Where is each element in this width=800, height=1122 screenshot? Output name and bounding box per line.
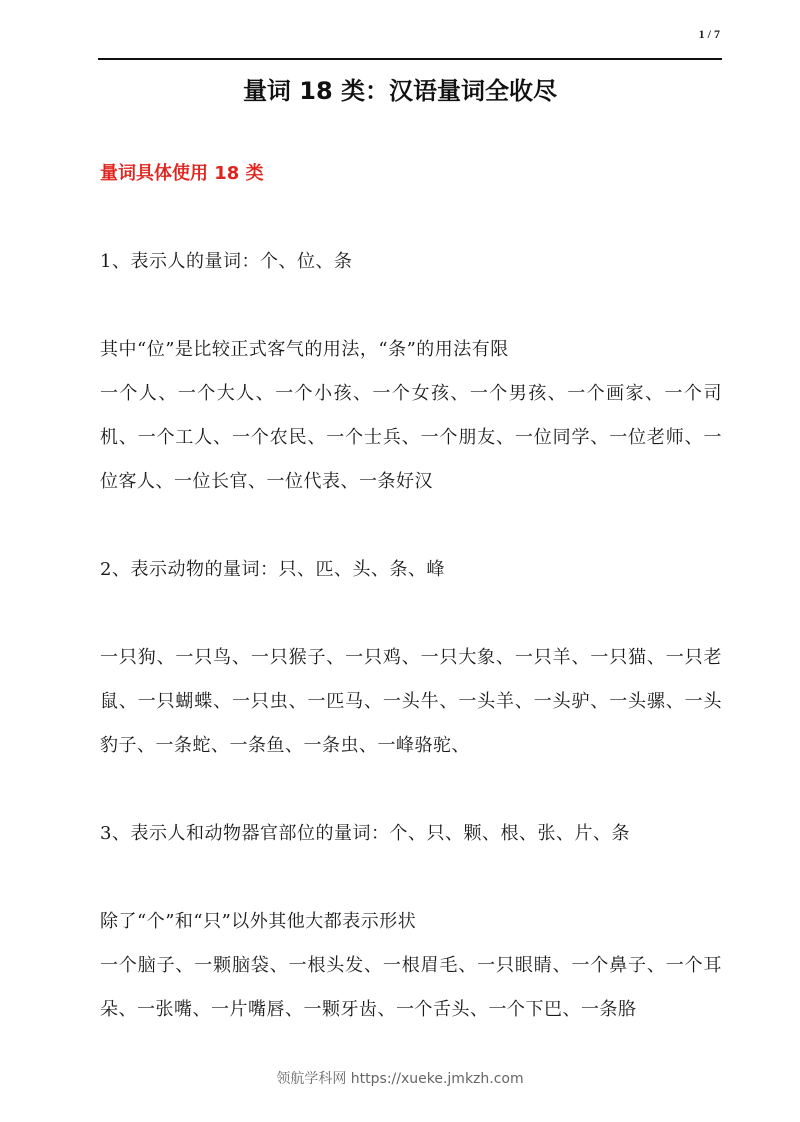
footer-watermark: 领航学科网 https://xueke.jmkzh.com	[276, 1071, 524, 1087]
category-heading-3: 3、表示人和动物器官部位的量词：个、只、颗、根、张、片、条	[100, 823, 630, 844]
spacer	[100, 768, 722, 812]
category-heading-2: 2、表示动物的量词：只、匹、头、条、峰	[100, 559, 445, 580]
category-examples-1: 一个人、一个大人、一个小孩、一个女孩、一个男孩、一个画家、一个司机、一个工人、一个农民、一个士兵、一个朋友、一位同学、一位老师、一位客人、一位长官、一位代表、一条好汉	[100, 383, 722, 492]
page-number: 1 / 7	[698, 27, 720, 41]
category-heading-1: 1、表示人的量词：个、位、条	[100, 251, 353, 272]
spacer	[100, 504, 722, 548]
spacer	[100, 856, 722, 900]
spacer	[100, 592, 722, 636]
spacer	[100, 284, 722, 328]
document-title: 量词 18 类：汉语量词全收尽	[242, 77, 558, 105]
category-note-3: 除了“个”和“只”以外其他大都表示形状	[100, 911, 417, 932]
category-examples-3: 一个脑子、一颗脑袋、一根头发、一根眉毛、一只眼睛、一个鼻子、一个耳朵、一张嘴、一片嘴唇、一颗牙齿、一个舌头、一个下巴、一条胳	[100, 955, 722, 1020]
category-note-1: 其中“位”是比较正式客气的用法，“条”的用法有限	[100, 339, 509, 360]
category-examples-2: 一只狗、一只鸟、一只猴子、一只鸡、一只大象、一只羊、一只猫、一只老鼠、一只蝴蝶、一只虫、一匹马、一头牛、一头羊、一头驴、一头骡、一头豹子、一条蛇、一条鱼、一条虫、一峰骆驼、	[100, 647, 722, 756]
section-heading: 量词具体使用 18 类	[100, 163, 264, 184]
document-body	[100, 240, 722, 1032]
header-rule	[98, 58, 722, 60]
